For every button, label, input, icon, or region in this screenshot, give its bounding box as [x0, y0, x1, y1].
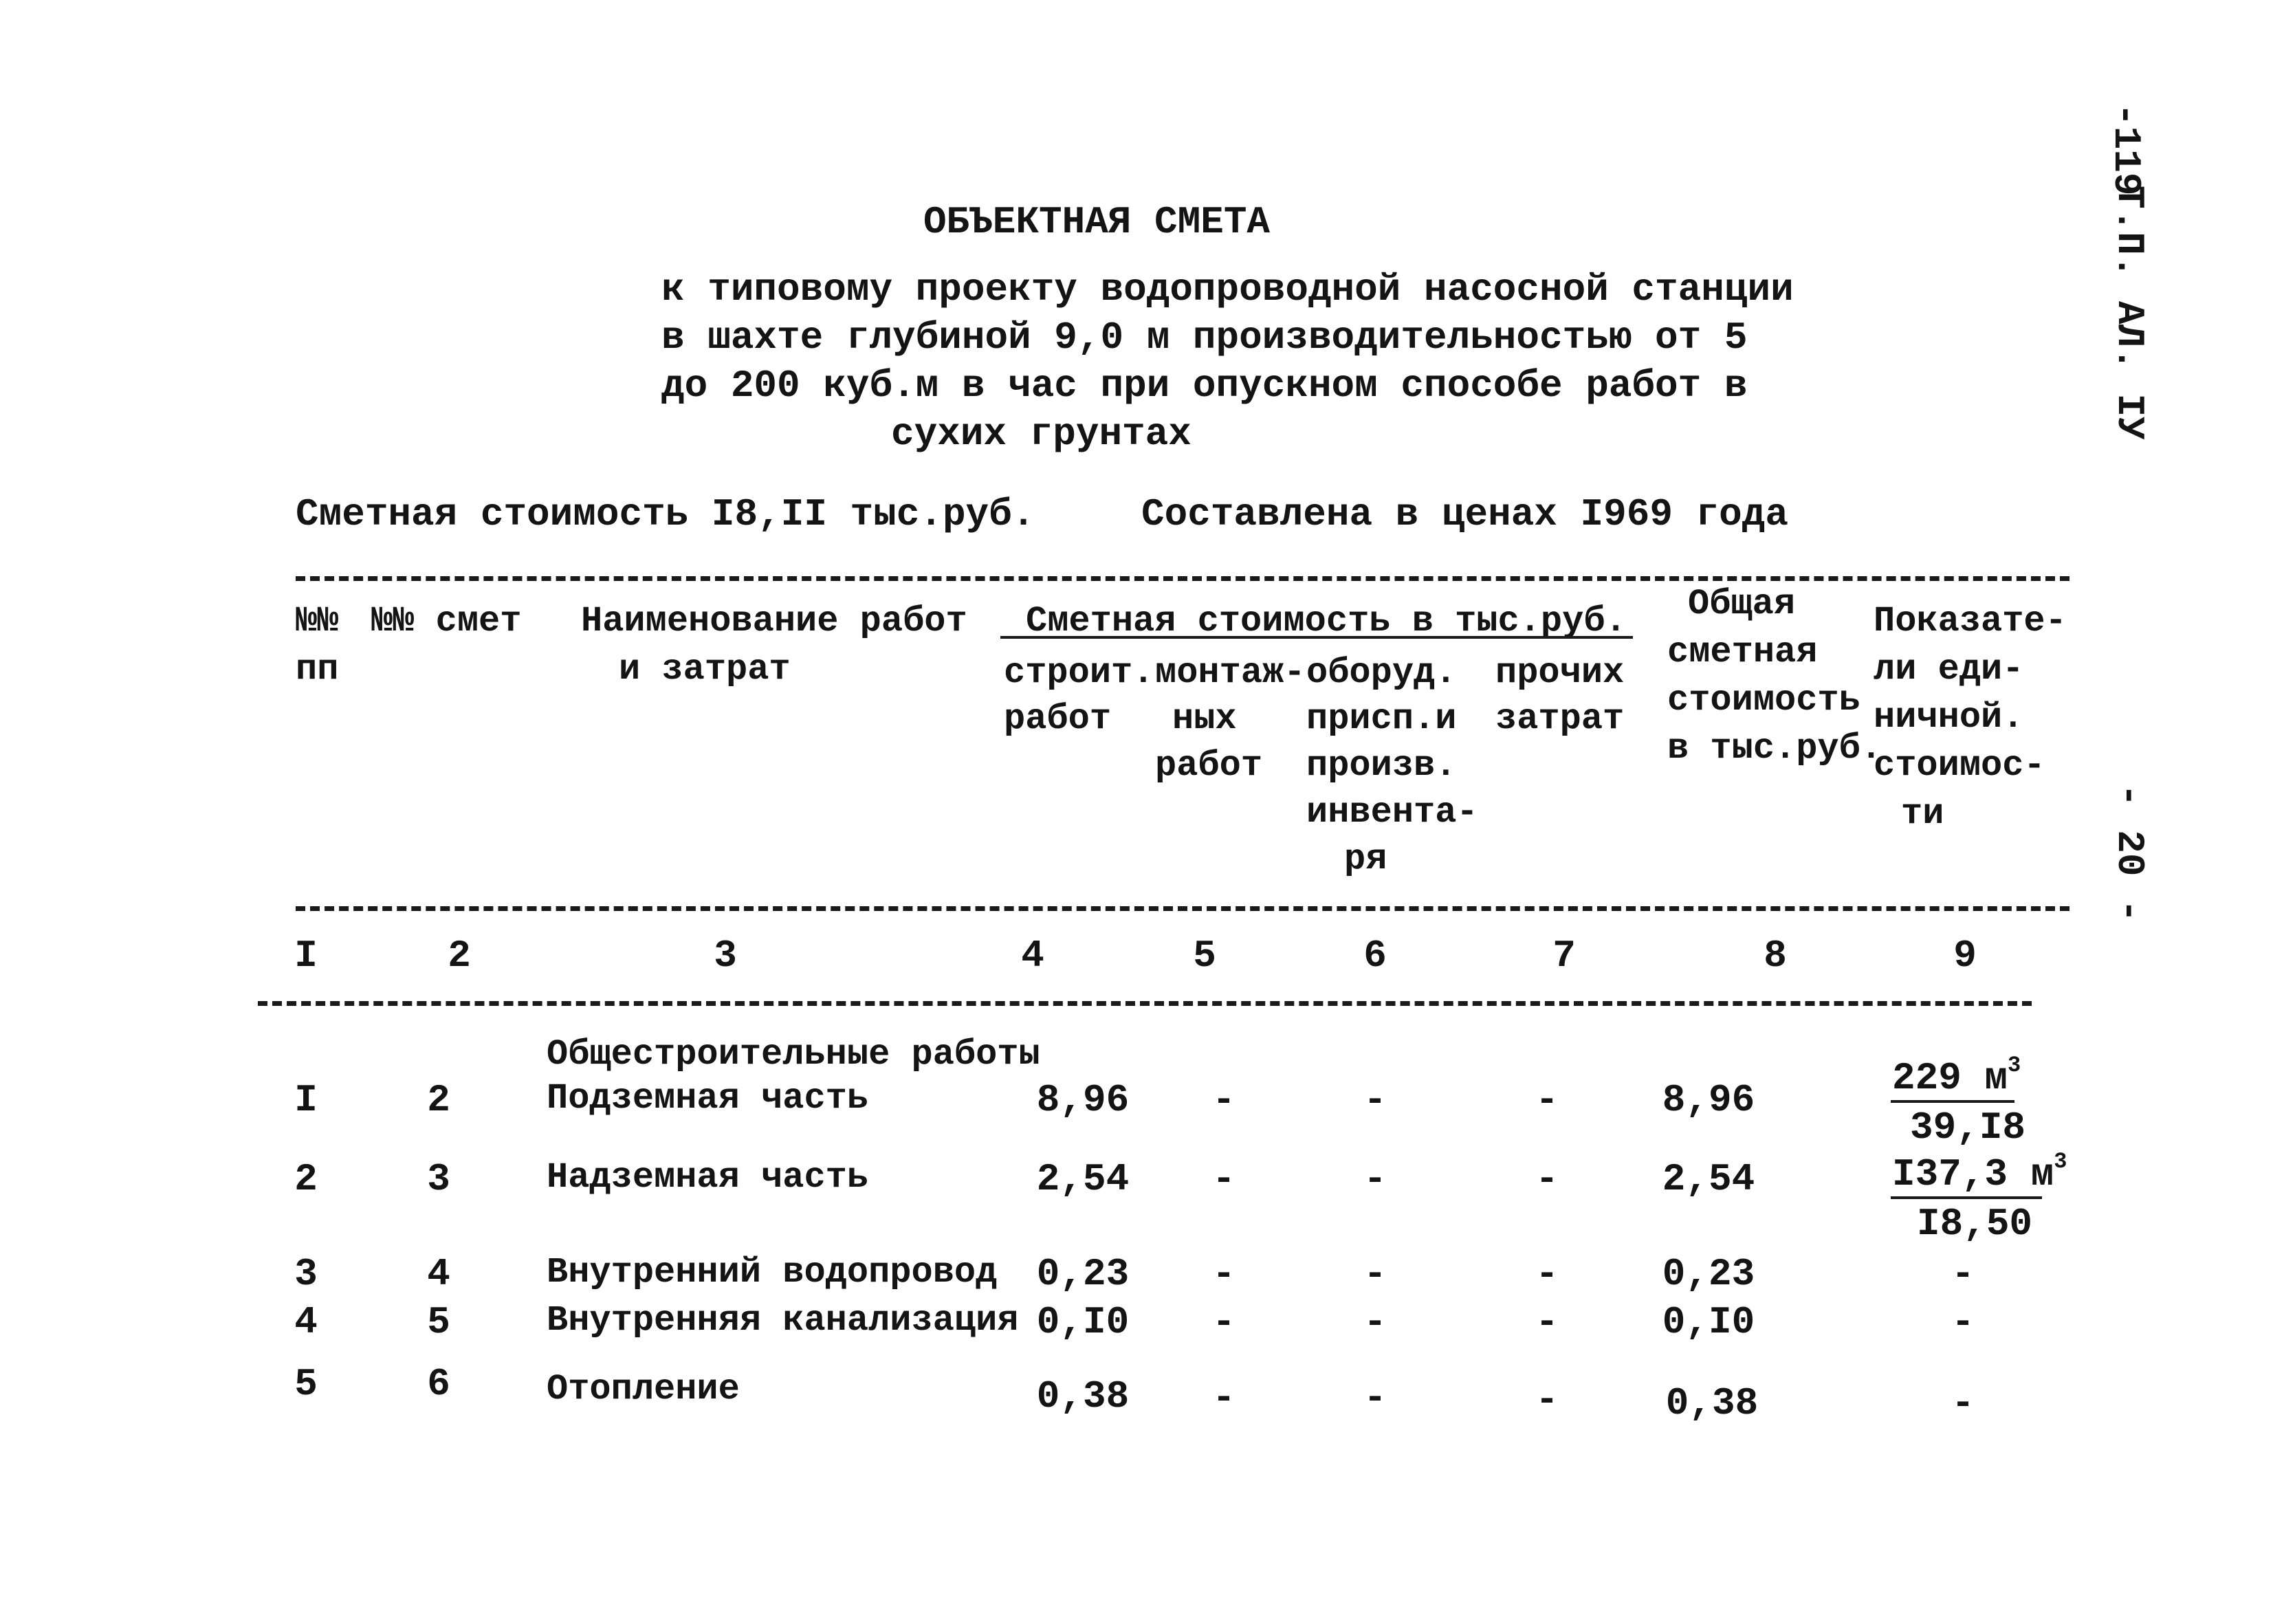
estimated-cost: Сметная стоимость I8,II тыс.руб. [296, 492, 1035, 536]
header-separator [296, 906, 2069, 911]
row5-smeta: 6 [427, 1362, 450, 1406]
colnum-9: 9 [1953, 934, 1977, 978]
col9-header-line1: Показате- [1874, 601, 2067, 641]
col8-header-line3: стоимость [1667, 680, 1860, 721]
row1-indicator-bottom: 39,I8 [1910, 1106, 2026, 1150]
row3-c8: 0,23 [1662, 1252, 1755, 1296]
row5-c8: 0,38 [1665, 1381, 1759, 1425]
cost-group-header: Сметная стоимость в тыс.руб. [1026, 601, 1627, 641]
row1-indicator-top: 229 м [1892, 1056, 2008, 1100]
row3-c6: - [1363, 1252, 1387, 1296]
colnum-2: 2 [448, 934, 471, 978]
col8-header-line2: сметная [1667, 632, 1818, 672]
colnum-7: 7 [1552, 934, 1576, 978]
row1-c6: - [1363, 1078, 1387, 1122]
row2-indicator-bottom: I8,50 [1917, 1202, 2033, 1246]
col5-header-line3: работ [1155, 745, 1263, 786]
col4-header-line2: работ [1004, 699, 1112, 739]
row1-indicator-fraction-bar [1891, 1100, 2014, 1103]
row2-c7: - [1535, 1157, 1559, 1201]
row3-c5: - [1212, 1252, 1236, 1296]
row4-c7: - [1535, 1300, 1559, 1344]
col5-header-line1: монтаж- [1155, 652, 1306, 693]
col7-header-line1: прочих [1495, 652, 1625, 693]
handwritten-number: -119 [2104, 103, 2148, 196]
col9-header-line3: ничной. [1874, 697, 2024, 738]
row4-c4: 0,I0 [1036, 1300, 1130, 1344]
row3-indicator: - [1951, 1252, 1975, 1296]
colnum-8: 8 [1764, 934, 1787, 978]
colnum-4: 4 [1021, 934, 1044, 978]
page-number: - 20 - [2107, 784, 2151, 923]
col6-header-line2: присп.и [1306, 699, 1457, 739]
row4-indicator: - [1951, 1300, 1975, 1344]
col3-header-line2: и затрат [619, 649, 791, 690]
row3-n: 3 [294, 1252, 318, 1296]
colnum-6: 6 [1363, 934, 1387, 978]
row2-indicator-top: I37,3 м [1892, 1152, 2054, 1196]
section-heading: Общестроительные работы [547, 1034, 1040, 1075]
row5-c6: - [1363, 1376, 1387, 1420]
project-code: Т.П. АЛ. IУ [2107, 186, 2151, 440]
row5-c4: 0,38 [1036, 1374, 1130, 1418]
col9-header-line5: ти [1901, 793, 1944, 834]
row1-name: Подземная часть [547, 1078, 869, 1119]
row4-smeta: 5 [427, 1300, 450, 1344]
row4-c6: - [1363, 1300, 1387, 1344]
row5-name: Отопление [547, 1369, 740, 1409]
row1-n: I [294, 1078, 318, 1122]
colnum-1: I [294, 934, 318, 978]
row5-indicator: - [1951, 1381, 1975, 1425]
row2-indicator-unit-exponent: 3 [2054, 1149, 2067, 1174]
row3-c4: 0,23 [1036, 1252, 1130, 1296]
row2-c6: - [1363, 1157, 1387, 1201]
row2-c8: 2,54 [1662, 1157, 1755, 1201]
row1-c5: - [1212, 1078, 1236, 1122]
col2-header: №№ смет [371, 601, 522, 641]
row5-n: 5 [294, 1362, 318, 1406]
col6-header-line3: произв. [1306, 745, 1457, 786]
col1-header-line1: №№ [296, 601, 339, 641]
col3-header-line1: Наименование работ [581, 601, 967, 641]
col8-header-line4: в тыс.руб. [1667, 728, 1882, 769]
row4-c8: 0,I0 [1662, 1300, 1755, 1344]
row2-indicator [1892, 1149, 2067, 1196]
row2-smeta: 3 [427, 1157, 450, 1201]
row3-smeta: 4 [427, 1252, 450, 1296]
row1-indicator [1892, 1053, 2021, 1100]
col4-header-line1: строит. [1004, 652, 1154, 693]
col8-header-line1: Общая [1688, 584, 1796, 624]
col6-header-line5: ря [1344, 839, 1387, 879]
row1-c8: 8,96 [1662, 1078, 1755, 1122]
document-title: ОБЪЕКТНАЯ СМЕТА [923, 200, 1271, 244]
subtitle-line-1: к типовому проекту водопроводной насосной станции [661, 267, 1794, 311]
colnum-5: 5 [1193, 934, 1216, 978]
group-underline [1000, 636, 1633, 639]
row4-c5: - [1212, 1300, 1236, 1344]
row2-n: 2 [294, 1157, 318, 1201]
row4-n: 4 [294, 1300, 318, 1344]
row5-c5: - [1212, 1376, 1236, 1420]
table-top-border [296, 576, 2069, 581]
subtitle-line-3: до 200 куб.м в час при опускном способе работ в [661, 364, 1748, 408]
row4-name: Внутренняя канализация [547, 1300, 1019, 1341]
row5-c7: - [1535, 1378, 1559, 1422]
row1-c7: - [1535, 1078, 1559, 1122]
col6-header-line4: инвента- [1306, 792, 1478, 833]
row2-c5: - [1212, 1157, 1236, 1201]
numbers-separator [258, 1001, 2032, 1006]
row2-indicator-fraction-bar [1891, 1196, 2042, 1199]
row1-indicator-unit-exponent: 3 [2008, 1053, 2021, 1078]
row1-c4: 8,96 [1036, 1078, 1130, 1122]
row1-smeta: 2 [427, 1078, 450, 1122]
colnum-3: 3 [714, 934, 737, 978]
col6-header-line1: оборуд. [1306, 652, 1457, 693]
row2-c4: 2,54 [1036, 1157, 1130, 1201]
row3-name: Внутренний водопровод [547, 1252, 998, 1293]
subtitle-line-2: в шахте глубиной 9,0 м производительностью от 5 [661, 316, 1748, 360]
prices-year: Составлена в ценах I969 года [1141, 492, 1788, 536]
row2-name: Надземная часть [547, 1157, 869, 1198]
col9-header-line4: стоимос- [1874, 745, 2045, 786]
row3-c7: - [1535, 1252, 1559, 1296]
col7-header-line2: затрат [1495, 699, 1625, 739]
col1-header-line2: пп [296, 649, 339, 690]
subtitle-line-4: сухих грунтах [891, 412, 1192, 456]
col5-header-line2: ных [1172, 699, 1237, 739]
col9-header-line2: ли еди- [1874, 649, 2024, 690]
